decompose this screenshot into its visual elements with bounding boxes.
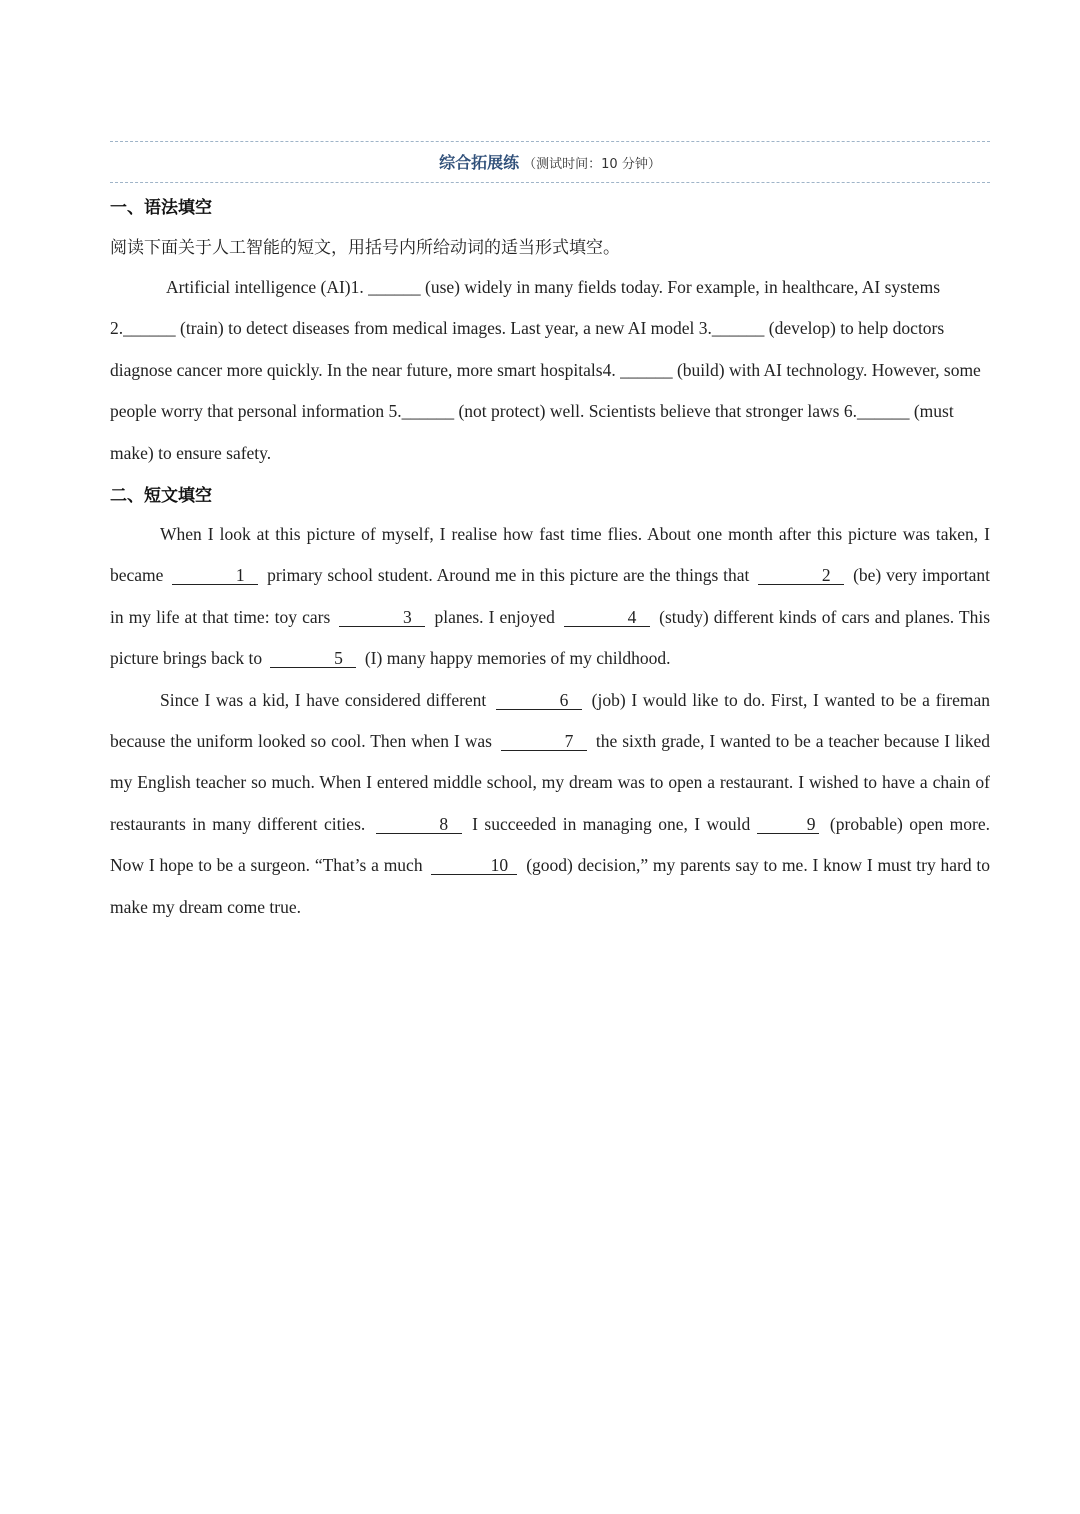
text-segment: (I) many happy memories of my childhood. (364, 648, 671, 669)
blank-5: 5 (270, 649, 356, 668)
cloze-paragraph-1 (110, 514, 990, 680)
blank-2: 2 (758, 566, 844, 585)
grammar-fill-paragraph: Artificial intelligence (AI)1. ______ (use) widely in many fields today. For example, in healthcare, AI systems 2.______ (train) to detect diseases from medical images. Last year, a new AI model 3.______ (develop) to help doctors diagnose cancer more quickly. In the near future, more smart hospitals4. ______ (build) with AI technology. However, some people worry that personal information 5.______ (not protect) well. Scientists believe that stronger laws 6.______ (must make) to ensure safety. (110, 277, 981, 463)
section1-instruction: 阅读下面关于人工智能的短文，用括号内所给动词的适当形式填空。 (110, 238, 620, 258)
text-segment: (job) I would like to do. First, I wanted to be a fireman because the uniform looked so cool. Then when I was (110, 689, 991, 752)
blank-9: 9 (757, 815, 820, 834)
banner-bottom-divider (110, 182, 990, 183)
text-segment: (be) very important in my life at that time: toy cars (110, 565, 991, 627)
blank-6: 6 (496, 691, 582, 710)
text-segment: the sixth grade, I wanted to be a teacher because I liked my English teacher so much. When I entered middle school, my dream was to open a restaurant. I wished to have a chain of restaurants in many different cities. (110, 731, 991, 834)
section2-passage (110, 514, 990, 928)
banner-time-note: （测试时间：10 分钟） (523, 157, 661, 172)
text-segment: planes. I enjoyed (434, 606, 555, 627)
cloze-paragraph-2 (110, 680, 990, 928)
blank-10: 10 (431, 856, 517, 875)
text-segment: (good) decision,” my parents say to me. I know I must try hard to make my dream come true. (110, 855, 991, 917)
blank-7: 7 (501, 732, 587, 751)
banner-title: 综合拓展练 (439, 153, 520, 172)
section2-heading: 二、短文填空 (110, 486, 212, 506)
text-segment: primary school student. Around me in this picture are the things that (267, 565, 750, 586)
blank-1: 1 (172, 566, 258, 585)
text-segment: I succeeded in managing one, I would (472, 813, 751, 834)
blank-3: 3 (339, 608, 425, 627)
text-segment: (probable) open more. Now I hope to be a surgeon. “That’s a much (110, 813, 991, 876)
text-segment: Since I was a kid, I have considered different (160, 689, 487, 710)
text-segment: When I look at this picture of myself, I realise how fast time flies. About one month after this picture was taken, I became (110, 524, 990, 586)
banner-top-divider (110, 141, 990, 142)
blank-8: 8 (376, 815, 462, 834)
worksheet-page (110, 0, 990, 1514)
section1-passage (110, 267, 990, 474)
section1-heading: 一、语法填空 (110, 198, 212, 218)
banner (110, 150, 990, 178)
text-segment: (study) different kinds of cars and planes. This picture brings back to (110, 606, 991, 669)
blank-4: 4 (564, 608, 650, 627)
